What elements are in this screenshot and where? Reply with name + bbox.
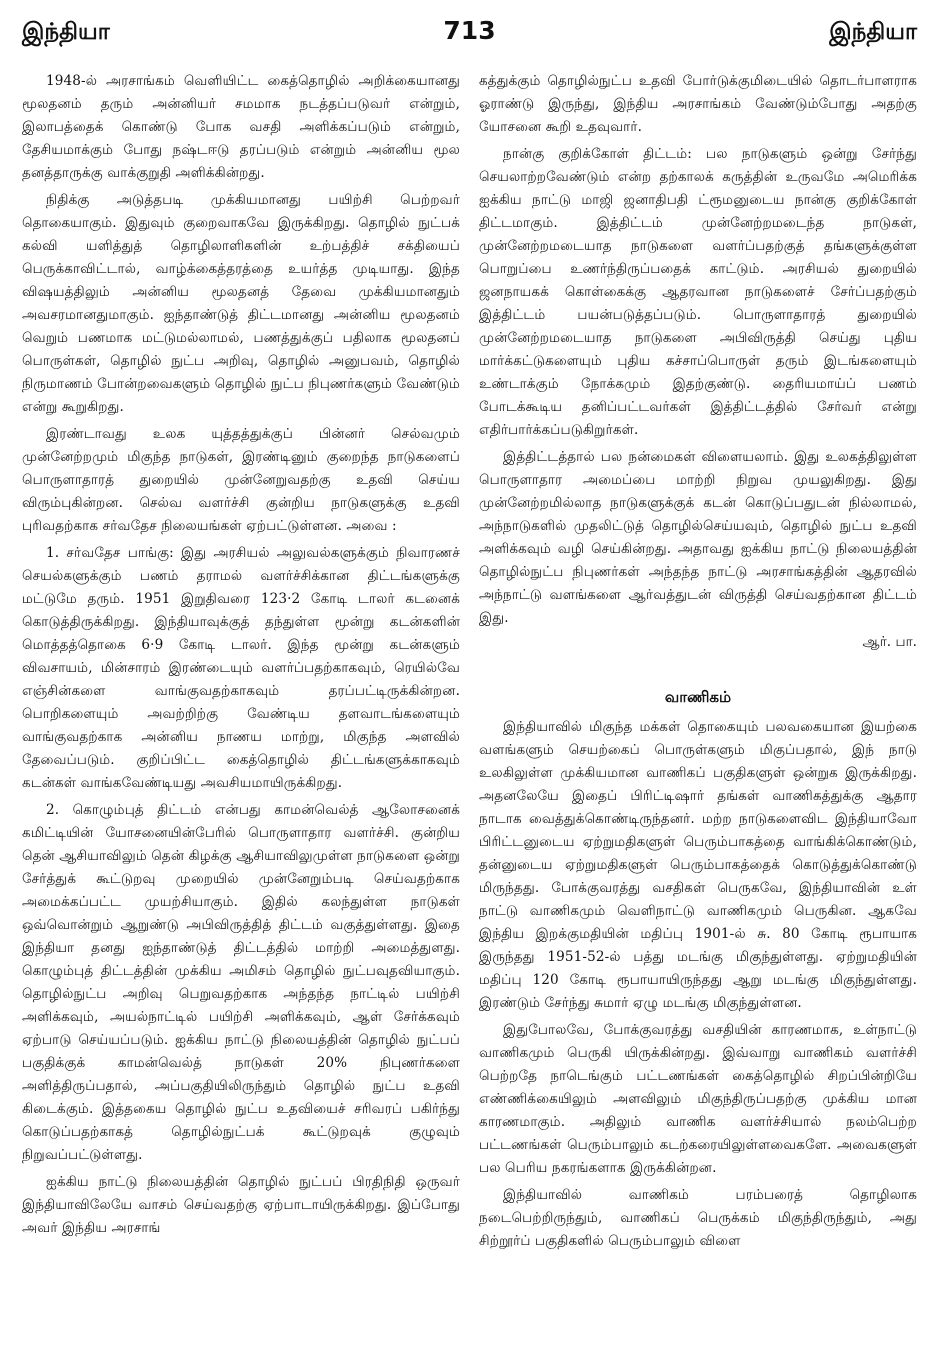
page-number: 713: [443, 16, 496, 45]
paragraph: நிதிக்கு அடுத்தபடி முக்கியமானது பயிற்சி பெற்றவர் தொகையாகும். இதுவும் குறைவாகவே இருக்கிறது. தொழில் நுட்பக் கல்வி யளித்துத் தொழிலாளிகளின் உற்பத்திச் சக்தியைப் பெருக்காவிட்டால், வாழ்க்கைத்தரத்தை உயர்த்த முடியாது. இந்த விஷயத்திலும் அன்னிய மூலதனத் தேவை முக்கியமானதும் அவசரமானதுமாகும். ஐந்தாண்டுத் திட்டமானது அன்னிய மூலதனம் வெறும் பணமாக மட்டுமல்லாமல், பணத்துக்குப் பதிலாக மூலதனப் பொருள்கள், தொழில் நுட்ப அறிவு, தொழில் அனுபவம், தொழில் நிருமாணம் போன்றவைகளும் தொழில் நுட்ப நிபுணர்களும் வேண்டும் என்று கூறுகிறது.: [22, 192, 460, 415]
paragraph: இந்தியாவில் வாணிகம் பரம்பரைத் தொழிலாக நடைபெற்றிருந்தும், வாணிகப் பெருக்கம் மிகுந்திருந்தும், அது சிற்றூர்ப் பகுதிகளில் பெரும்பாலும் விளை: [479, 1187, 917, 1249]
author-signature: ஆர். பா.: [862, 634, 917, 650]
running-head: [22, 16, 917, 60]
paragraph: இந்தியாவில் மிகுந்த மக்கள் தொகையும் பலவகையான இயற்கை வளங்களும் செயற்கைப் பொருள்களும் மிகுப்பதால், இந் நாடு உலகிலுள்ள முக்கியமான வாணிகப் பகுதிகளுள் ஒன்றுக இருக்கிறது. அதனலேயே இதைப் பிரிட்டிஷார் தங்கள் வாணிகத்துக்கு ஆதார நாடாக வைத்துக்கொண்டிருந்தனர். மற்ற நாடுகளைவிட இந்தியாவோ பிரிட்டனுடைய ஏற்றுமதிகளுள் பெரும்பாகத்தை வாங்கிக்கொண்டும், தன்னுடைய ஏற்றுமதிகளுள் பெரும்பாகத்தைக் கொடுத்துக்கொண்டு மிருந்தது. போக்குவரத்து வசதிகள் பெருகவே, இந்தியாவின் உள் நாட்டு வாணிகமும் வெளிநாட்டு வாணிகமும் பெருகின. ஆகவே இந்திய இறக்குமதியின் மதிப்பு 1901-ல் சு. 80 கோடி ரூபாயாக இருந்தது 1951-52-ல் பத்து மடங்கு மிகுந்துள்ளது. ஏற்றுமதியின் மதிப்பு 120 கோடி ரூபாயாயிருந்தது ஆறு மடங்கு மிகுந்துள்ளது. இரண்டும் சேர்ந்து சுமார் ஏழு மடங்கு மிகுந்துள்ளன.: [479, 719, 917, 1011]
paragraph: இத்திட்டத்தால் பல நன்மைகள் விளையலாம். இது உலகத்திலுள்ள பொருளாதார அமைப்பை மாற்றி நிறுவ முயலுகிறது. இது முன்னேற்றமில்லாத நாடுகளுக்குக் கடன் கொடுப்பதுடன் நில்லாமல், அந்நாடுகளில் முதலிட்டுத் தொழில்செய்யவும், தொழில் நுட்ப உதவி அளிக்கவும் வழி செய்கின்றது. அதாவது ஐக்கிய நாட்டு நிலையத்தின் தொழில்நுட்ப நிபுணர்கள் அந்தந்த நாட்டு அரசாங்கத்தின் ஆதரவில் அந்நாட்டு வளங்களை ஆர்வத்துடன் விருத்தி செய்வதற்கான திட்டம் இது.: [479, 449, 917, 626]
paragraph-continued: கத்துக்கும் தொழில்நுட்ப உதவி போர்டுக்குமிடையில் தொடர்பாளராக ஓராண்டு இருந்து, இந்திய அரசாங்கம் வேண்டும்போது அதற்கு யோசனை கூறி உதவுவார்.: [479, 73, 917, 135]
two-column-body: [22, 70, 917, 1257]
paragraph-world-bank: 1. சர்வதேச பாங்கு: இது அரசியல் அலுவல்களுக்கும் நிவாரணச் செயல்களுக்கும் பணம் தராமல் வளர்ச்சிக்கான திட்டங்களுக்கு மட்டுமே தரும். 1951 இறுதிவரை 123·2 கோடி டாலர் கடனைக் கொடுத்திருக்கிறது. இந்தியாவுக்குத் தந்துள்ள மூன்று கடன்களின் மொத்தத்தொகை 6·9 கோடி டாலர். இந்த மூன்று கடன்களும் விவசாயம், மின்சாரம் இரண்டையும் வளர்ப்பதற்காகவும், ரெயில்வே எஞ்சின்களை வாங்குவதற்காகவும் தரப்பட்டிருக்கின்றன. பொறிகளையும் அவற்றிற்கு வேண்டிய தளவாடங்களையும் வாங்குவதற்காக அன்னிய நாணய மாற்று, மிகுந்த அளவில் தேவைப்படும். குறிப்பிட்ட கைத்தொழில் திட்டங்களுக்காகவும் கடன்கள் வாங்கவேண்டியது அவசியமாயிருக்கிறது.: [22, 545, 460, 791]
paragraph: ஐக்கிய நாட்டு நிலையத்தின் தொழில் நுட்பப் பிரதிநிதி ஒருவர் இந்தியாவிலேயே வாசம் செய்வதற்கு ஏற்பாடாயிருக்கிறது. இப்போது அவர் இந்திய அரசாங்: [22, 1174, 460, 1236]
left-column: [22, 70, 460, 1257]
right-column: [479, 70, 917, 1257]
running-head-right: இந்தியா: [829, 19, 917, 45]
paragraph: 1948-ல் அரசாங்கம் வெளியிட்ட கைத்தொழில் அறிக்கையானது மூலதனம் தரும் அன்னியர் சமமாக நடத்தப்படுவர் என்றும், இலாபத்தைக் கொண்டு போக வசதி அளிக்கப்படும் என்றும், தேசியமாக்கும் போது நஷ்டஈடு தரப்படும் என்றும் அன்னிய மூல தனத்தாருக்கு வாக்குறுதி அளிக்கின்றது.: [22, 73, 460, 181]
paragraph: இரண்டாவது உலக யுத்தத்துக்குப் பின்னர் செல்வமும் முன்னேற்றமும் மிகுந்த நாடுகள், இரண்டினும் குறைந்த நாடுகளைப் பொருளாதாரத் துறையில் முன்னேறுவதற்கு உதவி செய்ய விரும்புகின்றன. செல்வ வளர்ச்சி குன்றிய நாடுகளுக்கு உதவி புரிவதற்காக சர்வதேச நிலையங்கள் ஏற்பட்டுள்ளன. அவை :: [22, 426, 460, 534]
running-head-left: இந்தியா: [22, 19, 110, 45]
paragraph: இதுபோலவே, போக்குவரத்து வசதியின் காரணமாக, உள்நாட்டு வாணிகமும் பெருகி யிருக்கின்றது. இவ்வாறு வாணிகம் வளர்ச்சி பெற்றதே நாடெங்கும் பட்டணங்கள் கைத்தொழில் சிறப்பின்றியே எண்ணிக்கையிலும் அளவிலும் மிகுந்திருப்பதற்கு முக்கிய மான காரணமாகும். அதிலும் வாணிக வளர்ச்சியால் நலம்பெற்ற பட்டணங்கள் பெரும்பாலும் கடற்கரையிலுள்ளவைகளே. அவைகளுள் பல பெரிய நகரங்களாக இருக்கின்றன.: [479, 1022, 917, 1176]
section-heading: வாணிகம்: [664, 688, 732, 706]
paragraph-colombo-plan: 2. கொழும்புத் திட்டம் என்பது காமன்வெல்த் ஆலோசனைக் கமிட்டியின் யோசனையின்பேரில் பொருளாதார வளர்ச்சி. குன்றிய தென் ஆசியாவிலும் தென் கிழக்கு ஆசியாவிலுமுள்ள நாடுகளை ஒன்று சேர்த்துக் கூட்டுறவு முறையில் முன்னேறும்படி செய்வதற்காக அமைக்கப்பட்ட முயற்சியாகும். இதில் கலந்துள்ள நாடுகள் ஒவ்வொன்றும் ஆறுண்டு அபிவிருத்தித் திட்டம் வகுத்துள்ளது. இதை இந்தியா தனது ஐந்தாண்டுத் திட்டத்தில் மாற்றி அமைத்துளது. கொழும்புத் திட்டத்தின் முக்கிய அமிசம் தொழில் நுட்பவுதவியாகும். தொழில்நுட்ப அறிவு பெறுவதற்காக அந்தந்த நாட்டில் பயிற்சி அளிக்கவும், அயல்நாட்டில் பயிற்சி அளிக்கவும், ஆள் சேர்க்கவும் ஏற்பாடு செய்யப்படும். ஐக்கிய நாட்டு நிலையத்தின் தொழில் நுட்பப் பகுதிக்குக் காமன்வெல்த் நாடுகள் 20% நிபுணர்களை அளித்திருப்பதால், அப்பகுதியிலிருந்தும் தொழில் நுட்ப உதவி கிடைக்கும். இத்தகைய தொழில் நுட்ப உதவியைச் சரிவரப் பகிர்ந்து கொடுப்பதற்காகத் தொழில்நுட்பக் கூட்டுறவுக் குழுவும் நிறுவப்பட்டுள்ளது.: [22, 802, 460, 1163]
paragraph-point-four: நான்கு குறிக்கோள் திட்டம்: பல நாடுகளும் ஒன்று சேர்ந்து செயலாற்றவேண்டும் என்ற தற்காலக் கருத்தின் உருவமே அமெரிக்க ஐக்கிய நாட்டு மாஜி ஜனாதிபதி ட்ரூமனுடைய நான்கு குறிக்கோள் திட்டமாகும். இத்திட்டம் முன்னேற்றமடைந்த நாடுகள், முன்னேற்றமடையாத நாடுகளை வளர்ப்பதற்குத் தங்களுக்குள்ள பொறுப்பை உணர்ந்திருப்பதைக் காட்டும். அரசியல் துறையில் ஜனநாயகக் கொள்கைக்கு ஆதரவான நாடுகளைச் சேர்ப்பதற்கும் இத்திட்டம் பயன்படுத்தப்படும். பொருளாதாரத் துறையில் முன்னேற்றமடையாத நாடுகளை அபிவிருத்தி செய்து புதிய மார்க்கட்டுகளையும் புதிய கச்சாப்பொருள் தரும் இடங்களையும் உண்டாக்கும் நோக்கமும் இதற்குண்டு. தைரியமாய்ப் பணம் போடக்கூடிய தனிப்பட்டவர்கள் இத்திட்டத்தில் சேர்வர் என்று எதிர்பார்க்கப்படுகிறுர்கள்.: [479, 146, 917, 438]
